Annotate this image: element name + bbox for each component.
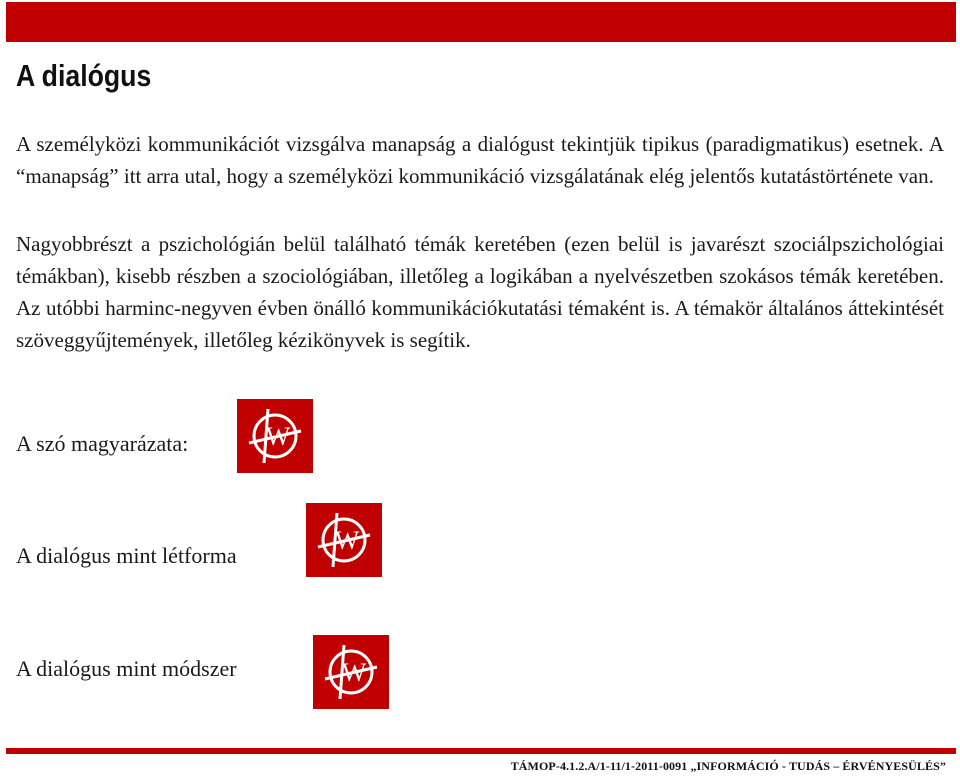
dialogue-as-method-label: A dialógus mint módszer: [16, 656, 237, 681]
wikipedia-link-word-meaning[interactable]: [237, 399, 313, 473]
wikipedia-link-dialogue-method[interactable]: [313, 635, 389, 709]
intro-paragraph: A személyközi kommunikációt vizsgálva manapság a dialógust tekintjük tipikus (paradigmatikus) esetnek. A “manapság” itt arra utal, hogy a személyközi kommunikáció vizsgálatának elég jelentős kutatástörténete van.: [16, 132, 944, 188]
svg-text:W: W: [265, 422, 291, 451]
wikipedia-link-dialogue-existence[interactable]: [306, 503, 382, 577]
slide-title: A dialógus: [16, 58, 152, 93]
dialogue-as-existence-label: A dialógus mint létforma: [16, 543, 237, 568]
svg-text:W: W: [341, 658, 367, 687]
word-meaning-label: A szó magyarázata:: [16, 431, 189, 456]
header-bar: [6, 2, 956, 42]
project-footer: TÁMOP-4.1.2.A/1-11/1-2011-0091 „INFORMÁCIÓ - TUDÁS – ÉRVÉNYESÜLÉS”: [510, 759, 946, 773]
footer-bar: [6, 748, 956, 754]
wikipedia-w-icon: [306, 503, 382, 577]
svg-text:W: W: [334, 526, 360, 555]
wikipedia-w-icon: [237, 399, 313, 473]
wikipedia-w-icon: [313, 635, 389, 709]
research-paragraph: Nagyobbrészt a pszichológián belül található témák keretében (ezen belül is javarészt szociálpszichológiai témákban), kisebb részben a szociológiában, illetőleg a logikában a nyelvészetben szokásos témák keretében. Az utóbbi harminc-negyven évben önálló kommunikációkutatási témaként is. A témakör általános áttekintését szöveggyűjtemények, illetőleg kézikönyvek is segítik.: [16, 232, 944, 352]
